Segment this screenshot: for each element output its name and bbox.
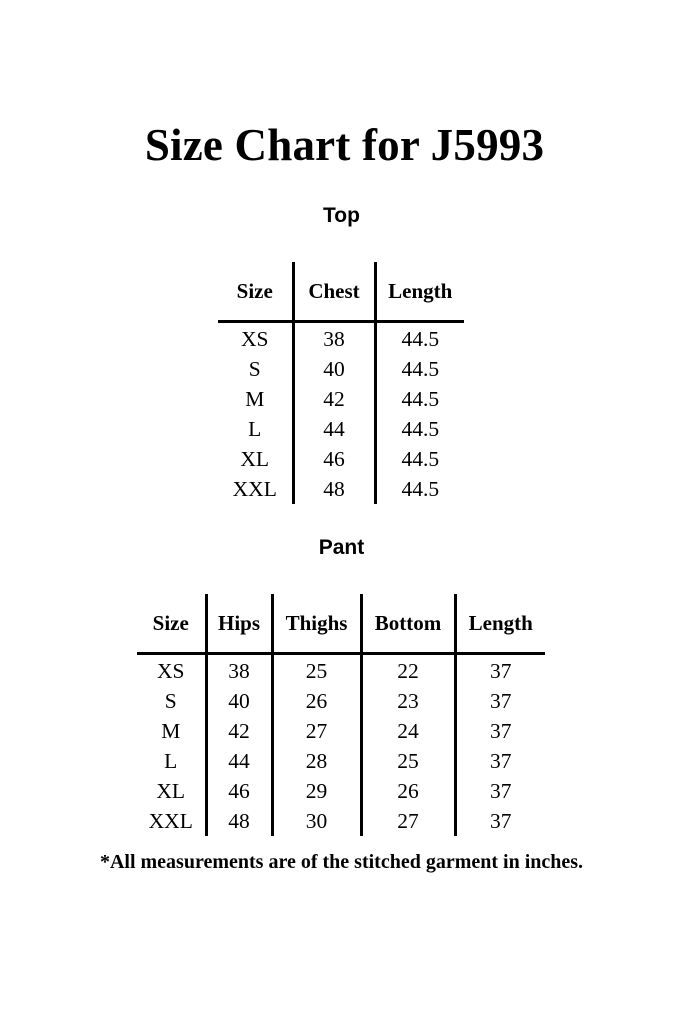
column-header-hips: Hips [206, 594, 272, 654]
table-row [137, 654, 545, 687]
table-cell: 37 [490, 689, 512, 713]
top-size-table [218, 262, 464, 504]
table-cell: 44 [293, 414, 375, 444]
page-title: Size Chart for J5993 [144, 120, 545, 170]
table-cell: XXL [218, 474, 293, 504]
table-cell: 37 [490, 659, 512, 683]
table-cell: 22 [361, 654, 455, 687]
table-cell: 25 [272, 654, 361, 687]
table-cell: 37 [490, 809, 512, 833]
top-table-body [218, 322, 464, 505]
table-cell: 30 [272, 806, 361, 836]
table-row [218, 322, 464, 355]
table-row [137, 806, 545, 836]
table-cell: 28 [272, 746, 361, 776]
table-cell: XL [137, 776, 206, 806]
table-cell: 37 [490, 749, 512, 773]
table-cell: M [218, 384, 293, 414]
table-cell: 44.5 [401, 477, 440, 501]
table-cell: 40 [206, 686, 272, 716]
table-cell: 44.5 [401, 327, 440, 351]
table-cell: 29 [272, 776, 361, 806]
table-cell: 44.5 [401, 387, 440, 411]
table-cell: XL [218, 444, 293, 474]
table-row [137, 716, 545, 746]
table-header-row [218, 262, 464, 322]
table-cell: 25 [361, 746, 455, 776]
table-cell: 37 [490, 779, 512, 803]
pant-section-heading: Pant [318, 536, 365, 559]
table-cell: S [218, 354, 293, 384]
column-header-bottom: Bottom [361, 594, 455, 654]
pant-table-body [137, 654, 545, 837]
table-cell: 46 [293, 444, 375, 474]
table-cell: XS [137, 654, 206, 687]
table-cell: 46 [206, 776, 272, 806]
table-row [218, 414, 464, 444]
table-cell: XXL [137, 806, 206, 836]
pant-size-table [137, 594, 545, 836]
column-header-length: Length [375, 262, 464, 322]
table-cell: 48 [293, 474, 375, 504]
table-cell: 23 [361, 686, 455, 716]
table-cell: 44.5 [401, 417, 440, 441]
top-section-heading: Top [323, 204, 360, 227]
table-cell: L [137, 746, 206, 776]
table-cell: 26 [272, 686, 361, 716]
table-cell: M [137, 716, 206, 746]
table-row [137, 746, 545, 776]
table-row [218, 474, 464, 504]
table-cell: 44 [206, 746, 272, 776]
measurement-footnote: *All measurements are of the stitched garment in inches. [99, 851, 584, 873]
table-cell: XS [218, 322, 293, 355]
column-header-length: Length [455, 594, 545, 654]
column-header-thighs: Thighs [272, 594, 361, 654]
table-row [218, 384, 464, 414]
column-header-size: Size [137, 594, 206, 654]
table-row [137, 686, 545, 716]
table-cell: 38 [206, 654, 272, 687]
column-header-size: Size [218, 262, 293, 322]
table-header-row [137, 594, 545, 654]
table-cell: 38 [293, 322, 375, 355]
table-cell: 42 [293, 384, 375, 414]
column-header-chest: Chest [293, 262, 375, 322]
table-cell: 24 [361, 716, 455, 746]
table-cell: S [137, 686, 206, 716]
table-cell: 37 [490, 719, 512, 743]
table-cell: 42 [206, 716, 272, 746]
table-cell: 27 [361, 806, 455, 836]
table-cell: L [218, 414, 293, 444]
table-cell: 44.5 [401, 447, 440, 471]
table-cell: 26 [361, 776, 455, 806]
table-row [218, 444, 464, 474]
table-cell: 27 [272, 716, 361, 746]
table-cell: 44.5 [401, 357, 440, 381]
table-cell: 48 [206, 806, 272, 836]
table-cell: 40 [293, 354, 375, 384]
table-row [218, 354, 464, 384]
table-row [137, 776, 545, 806]
